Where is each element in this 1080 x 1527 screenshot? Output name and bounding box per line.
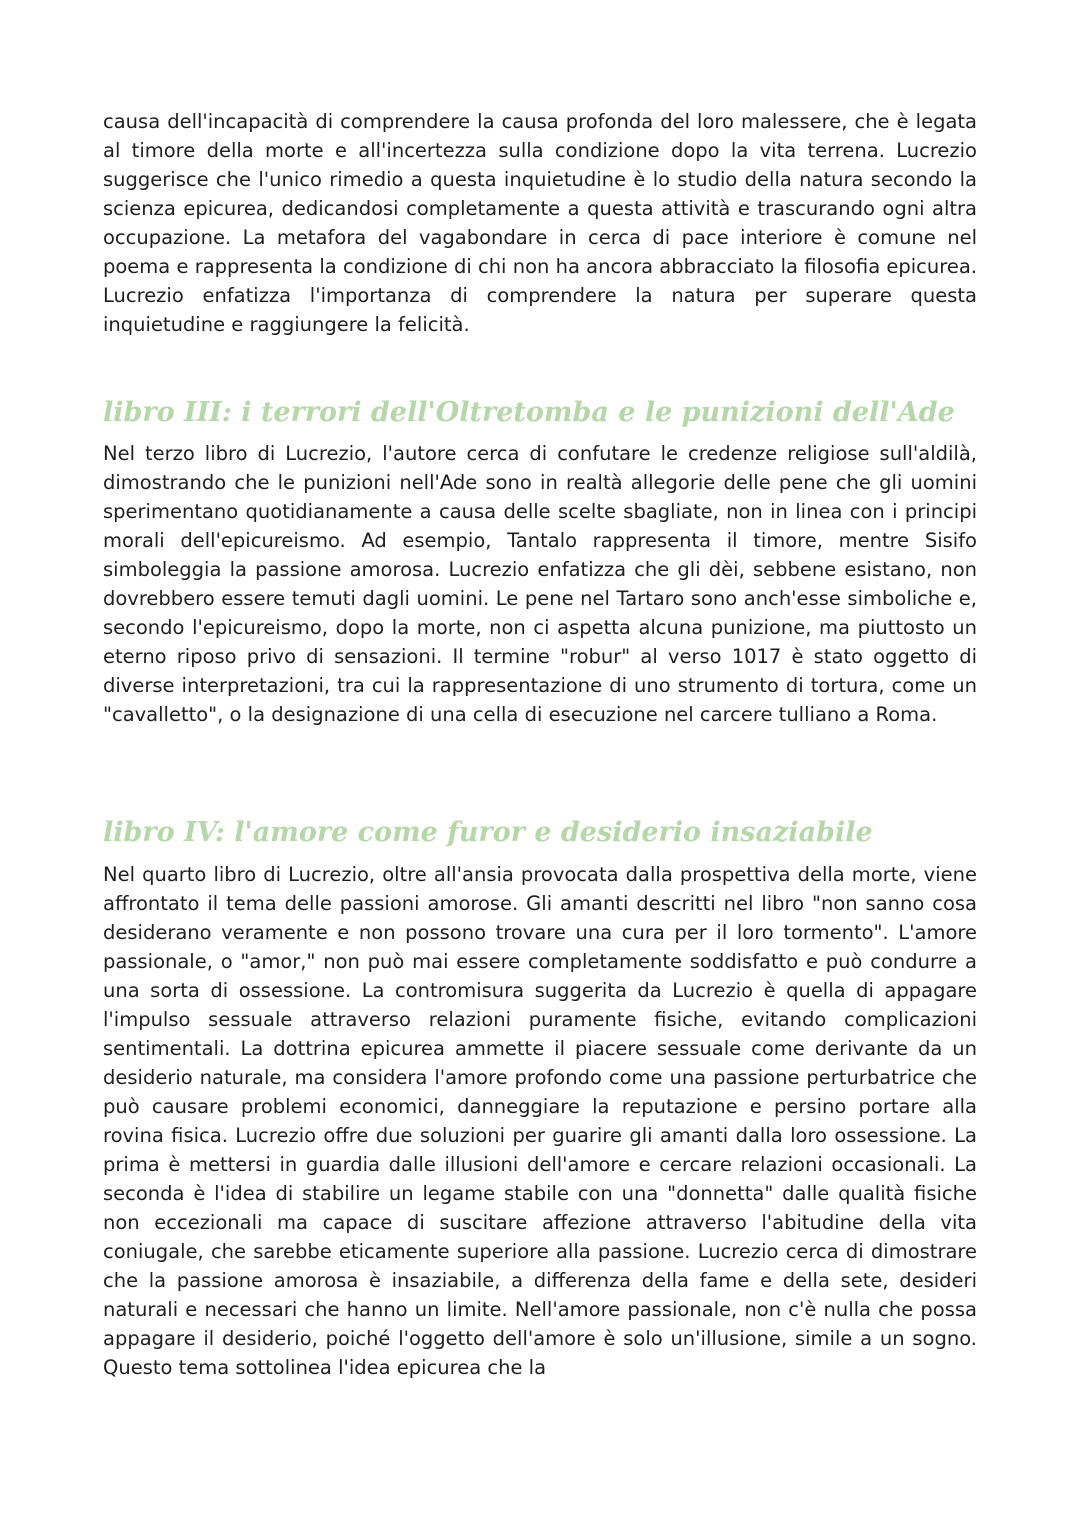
section-paragraph-libro-3: Nel terzo libro di Lucrezio, l'autore cerca di confutare le credenze religiose sull'aldilà, dimostrando che le punizioni nell'Ade sono in realtà allegorie delle pene che gli uomini sperimentano quotidianamente a causa delle scelte sbagliate, non in linea con i principi morali dell'epicureismo. Ad esempio, Tantalo rappresenta il timore, mentre Sisifo simboleggia la passione amorosa. Lucrezio enfatizza che gli dèi, sebbene esistano, non dovrebbero essere temuti dagli uomini. Le pene nel Tartaro sono anch'esse simboliche e, secondo l'epicureismo, dopo la morte, non ci aspetta alcuna punizione, ma piuttosto un eterno riposo privo di sensazioni. Il termine "robur" al verso 1017 è stato oggetto di diverse interpretazioni, tra cui la rappresentazione di uno strumento di tortura, come un "cavalletto", o la designazione di una cella di esecuzione nel carcere tulliano a Roma.	[103, 442, 977, 726]
section-heading-libro-3: libro III: i terrori dell'Oltretomba e le punizioni dell'Ade	[103, 397, 955, 428]
intro-paragraph: causa dell'incapacità di comprendere la causa profonda del loro malessere, che è legata al timore della morte e all'incertezza sulla condizione dopo la vita terrena. Lucrezio suggerisce che l'unico rimedio a questa inquietudine è lo studio della natura secondo la scienza epicurea, dedicandosi completamente a questa attività e trascurando ogni altra occupazione. La metafora del vagabondare in cerca di pace interiore è comune nel poema e rappresenta la condizione di chi non ha ancora abbracciato la filosofia epicurea. Lucrezio enfatizza l'importanza di comprendere la natura per superare questa inquietudine e raggiungere la felicità.	[103, 110, 977, 336]
section-heading-libro-4: libro IV: l'amore come furor e desiderio insaziabile	[103, 817, 873, 848]
section-paragraph-libro-4: Nel quarto libro di Lucrezio, oltre all'ansia provocata dalla prospettiva della morte, viene affrontato il tema delle passioni amorose. Gli amanti descritti nel libro "non sanno cosa desiderano veramente e non possono trovare una cura per il loro tormento". L'amore passionale, o "amor," non può mai essere completamente soddisfatto e può condurre a una sorta di ossessione. La contromisura suggerita da Lucrezio è quella di appagare l'impulso sessuale attraverso relazioni puramente fisiche, evitando complicazioni sentimentali. La dottrina epicurea ammette il piacere sessuale come derivante da un desiderio naturale, ma considera l'amore profondo come una passione perturbatrice che può causare problemi economici, danneggiare la reputazione e persino portare alla rovina fisica. Lucrezio offre due soluzioni per guarire gli amanti dalla loro ossessione. La prima è mettersi in guardia dalle illusioni dell'amore e cercare relazioni occasionali. La seconda è l'idea di stabilire un legame stabile con una "donnetta" dalle qualità fisiche non eccezionali ma capace di suscitare affezione attraverso l'abitudine della vita coniugale, che sarebbe eticamente superiore alla passione. Lucrezio cerca di dimostrare che la passione amorosa è insaziabile, a differenza della fame e della sete, desideri naturali e necessari che hanno un limite. Nell'amore passionale, non c'è nulla che possa appagare il desiderio, poiché l'oggetto dell'amore è solo un'illusione, simile a un sogno. Questo tema sottolinea l'idea epicurea che la	[103, 863, 977, 1379]
